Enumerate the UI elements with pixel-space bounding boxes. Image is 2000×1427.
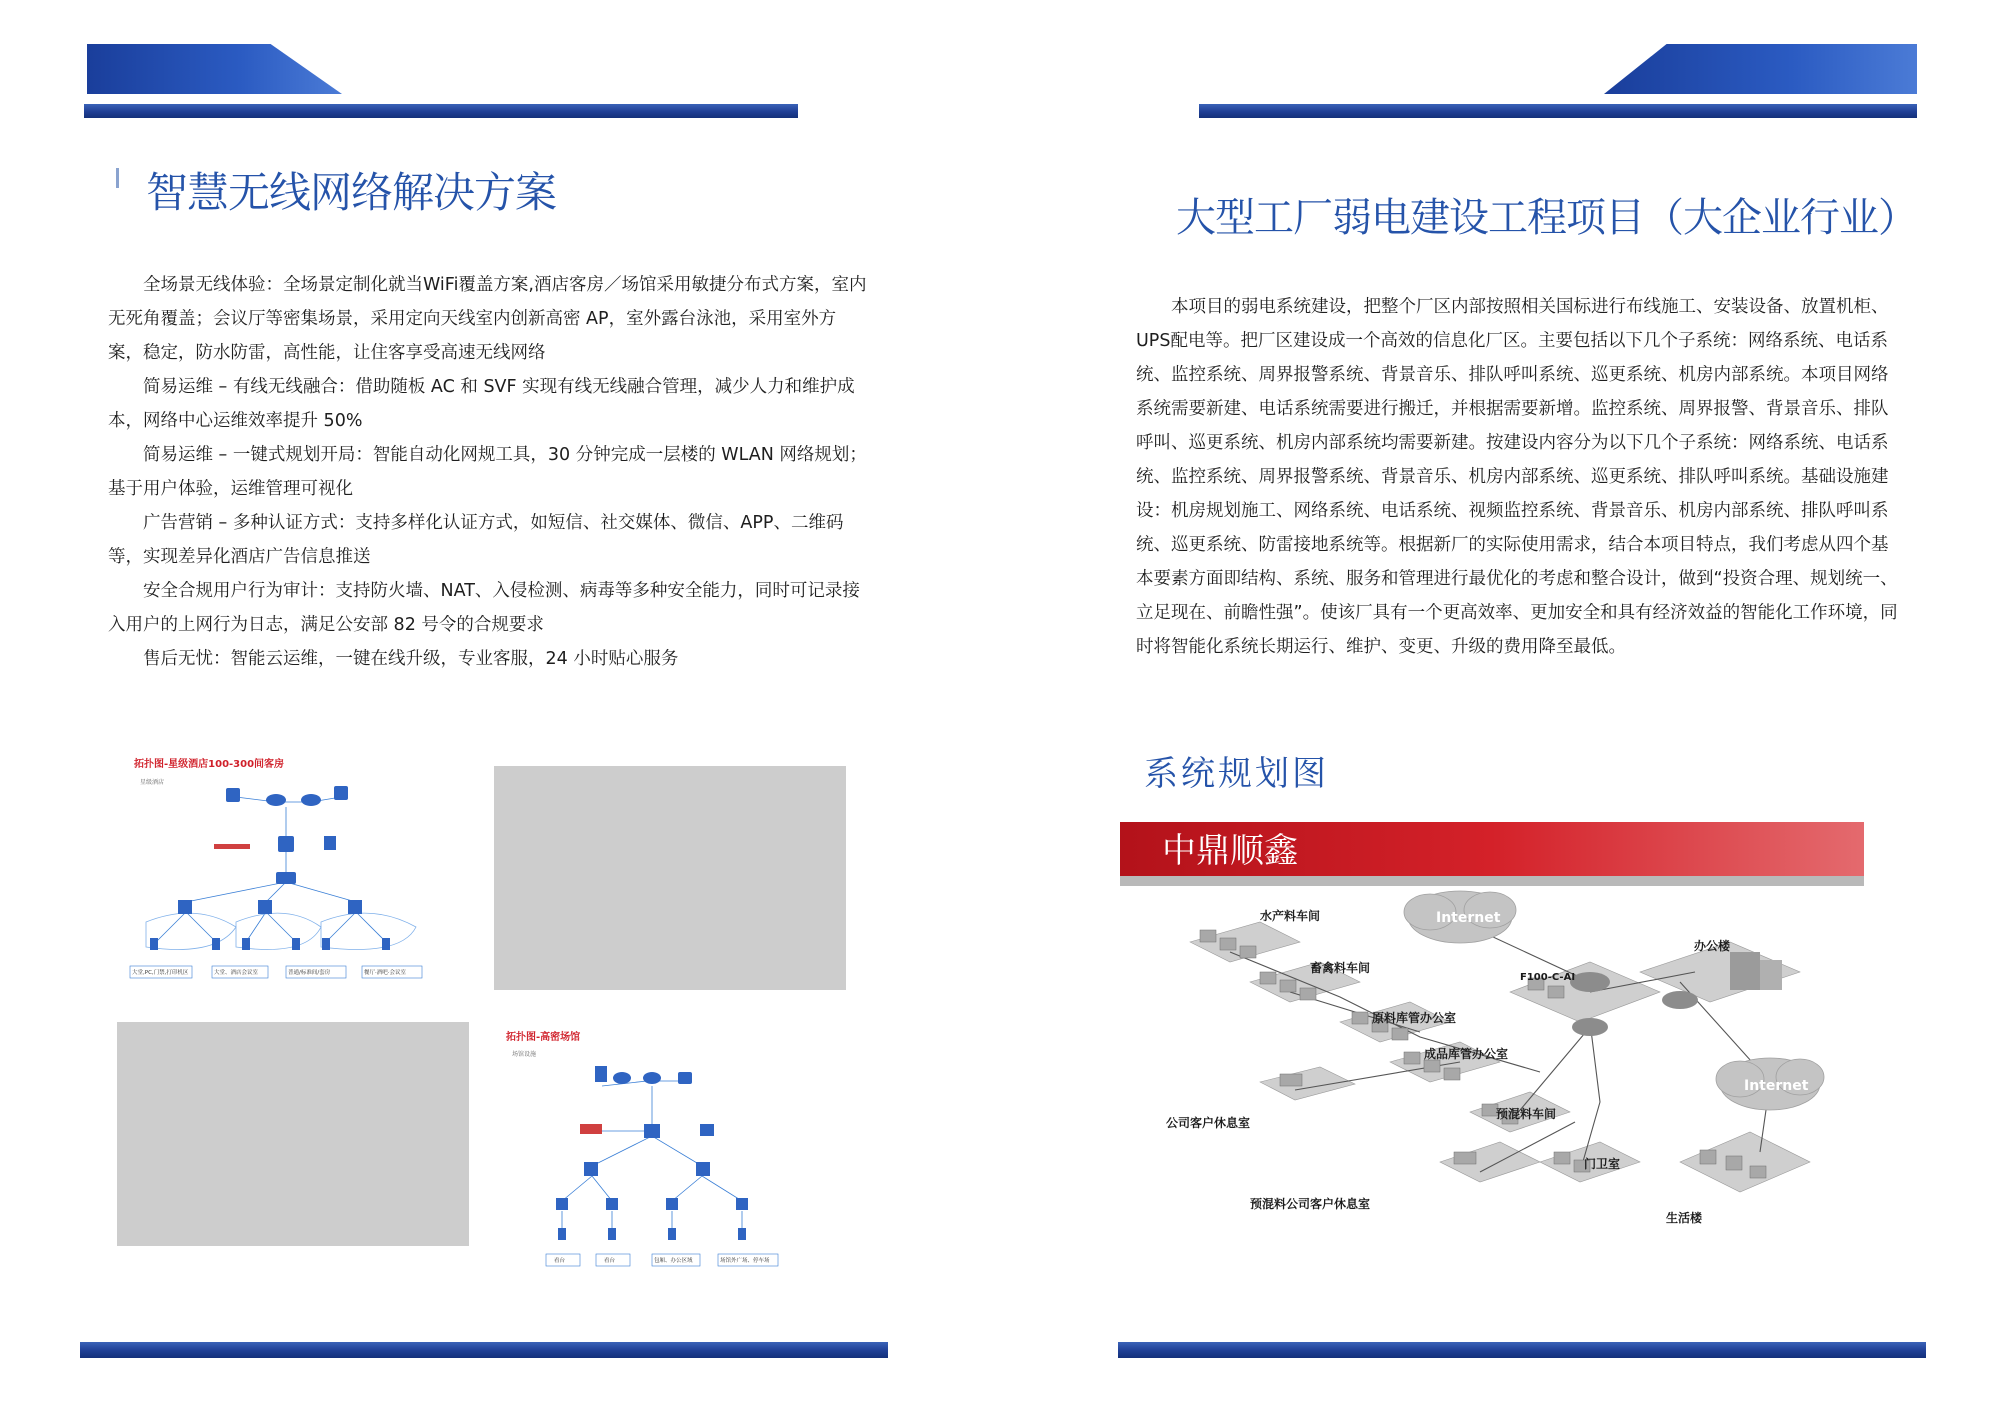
right-body	[1136, 290, 1898, 664]
venue-topology-svg	[502, 1026, 802, 1276]
left-paragraph-4: 广告营销 – 多种认证方式：支持多样化认证方式，如短信、社交媒体、微信、APP、二维码等，实现差异化酒店广告信息推送	[108, 513, 844, 567]
diagram1-subtitle: 星级酒店	[140, 779, 165, 786]
venue-topology-diagram	[502, 1026, 802, 1276]
diagram2-subtitle: 场馆设施	[512, 1051, 537, 1058]
label-raw-material-office: 原料库管办公室	[1372, 1011, 1457, 1025]
left-header-band	[84, 104, 798, 118]
right-page-title: 大型工厂弱电建设工程项目（大企业行业）	[1176, 195, 1917, 241]
right-header-tab	[1604, 44, 1917, 94]
hotel-topology-svg	[126, 752, 456, 992]
left-footer-band	[80, 1342, 888, 1358]
label-premix-workshop: 预混料车间	[1496, 1107, 1557, 1121]
left-body	[108, 268, 868, 676]
title-mark	[116, 168, 119, 188]
right-footer-band	[1118, 1342, 1926, 1358]
left-header-tab	[87, 44, 342, 94]
cloud-label-2: Internet	[1744, 1078, 1809, 1094]
diagram2-label-3: 包厢、办公区域	[654, 1258, 693, 1264]
right-paragraph: 本项目的弱电系统建设，把整个厂区内部按照相关国标进行布线施工、安装设备、放置机柜、UPS配电等。把厂区建设成一个高效的信息化厂区。主要包括以下几个子系统：网络系统、电话系统、监控系统、周界报警系统、背景音乐、排队呼叫系统、巡更系统、机房内部系统。本项目网络系统需要新建、电话系统需要进行搬迁，并根据需要新增。监控系统、周界报警、背景音乐、排队呼叫、巡更系统、机房内部系统均需要新建。按建设内容分为以下几个子系统：网络系统、电话系统、监控系统、周界报警系统、背景音乐、机房内部系统、巡更系统、排队呼叫系统。基础设施建设：机房规划施工、网络系统、电话系统、视频监控系统、背景音乐、机房内部系统、排队呼叫系统、巡更系统、防雷接地系统等。根据新厂的实际使用需求，结合本项目特点，我们考虑从四个基本要素方面即结构、系统、服务和管理进行最优化的考虑和整合设计，做到“投资合理、规划统一、立足现在、前瞻性强”。使该厂具有一个更高效率、更加安全和具有经济效益的智能化工作环境，同时将智能化系统长期运行、维护、变更、升级的费用降至最低。	[1136, 297, 1898, 657]
label-router-model: F100-C-AI	[1520, 972, 1576, 983]
diagram2-label-1: 看台	[554, 1258, 566, 1264]
label-office-building: 办公楼	[1694, 939, 1731, 953]
label-guard-room: 门卫室	[1584, 1157, 1621, 1171]
label-premix-client-lounge: 预混料公司客户休息室	[1250, 1197, 1371, 1211]
diagram2-title: 拓扑图-高密场馆	[506, 1032, 581, 1043]
brand-name: 中鼎顺鑫	[1162, 831, 1298, 871]
left-paragraph-5: 安全合规用户行为审计：支持防火墙、NAT、入侵检测、病毒等多种安全能力，同时可记录接入用户的上网行为日志，满足公安部 82 号令的合规要求	[108, 581, 860, 635]
label-living-building: 生活楼	[1666, 1211, 1703, 1225]
label-finished-goods-office: 成品库管办公室	[1424, 1047, 1509, 1061]
section-title: 系统规划图	[1144, 754, 1329, 794]
left-paragraph-3: 简易运维 – 一键式规划开局：智能自动化网规工具，30 分钟完成一层楼的 WLAN 网络规划；基于用户体验，运维管理可视化	[108, 445, 867, 499]
image-placeholder-top-right	[494, 766, 846, 990]
image-placeholder-bottom-left	[117, 1022, 469, 1246]
label-livestock-feed-workshop: 畜禽料车间	[1310, 961, 1371, 975]
diagram1-title: 拓扑图-星级酒店100-300间客房	[134, 759, 285, 770]
system-plan-diagram	[1120, 822, 1864, 1246]
left-paragraph-6: 售后无忧：智能云运维，一键在线升级，专业客服，24 小时贴心服务	[143, 649, 679, 669]
right-header-band	[1199, 104, 1917, 118]
label-aquatic-feed-workshop: 水产料车间	[1260, 909, 1321, 923]
diagram1-label-4: 餐厅·酒吧·会议室	[364, 970, 406, 976]
cloud-label-1: Internet	[1436, 910, 1501, 926]
label-client-lounge: 公司客户休息室	[1166, 1116, 1251, 1130]
diagram1-label-2: 大堂、酒店会议室	[214, 970, 259, 976]
diagram2-label-2: 看台	[604, 1258, 616, 1264]
system-plan-svg	[1120, 822, 1864, 1246]
diagram1-label-1: 大堂,PC,门禁,打印机区	[132, 970, 189, 976]
hotel-topology-diagram	[126, 752, 456, 992]
left-page-title: 智慧无线网络解决方案	[146, 168, 557, 217]
diagram1-label-3: 普通/标准间/套房	[288, 970, 331, 976]
left-paragraph-1: 全场景无线体验：全场景定制化就当WiFi覆盖方案,酒店客房／场馆采用敏捷分布式方案，室内无死角覆盖；会议厅等密集场景，采用定向天线室内创新高密 AP，室外露台泳池，采用室外方案，稳定，防水防雷，高性能，让住客享受高速无线网络	[108, 275, 867, 363]
diagram2-label-4: 场馆外广场、停车场	[720, 1258, 770, 1264]
left-paragraph-2: 简易运维 – 有线无线融合：借助随板 AC 和 SVF 实现有线无线融合管理，减少人力和维护成本，网络中心运维效率提升 50%	[108, 377, 855, 431]
